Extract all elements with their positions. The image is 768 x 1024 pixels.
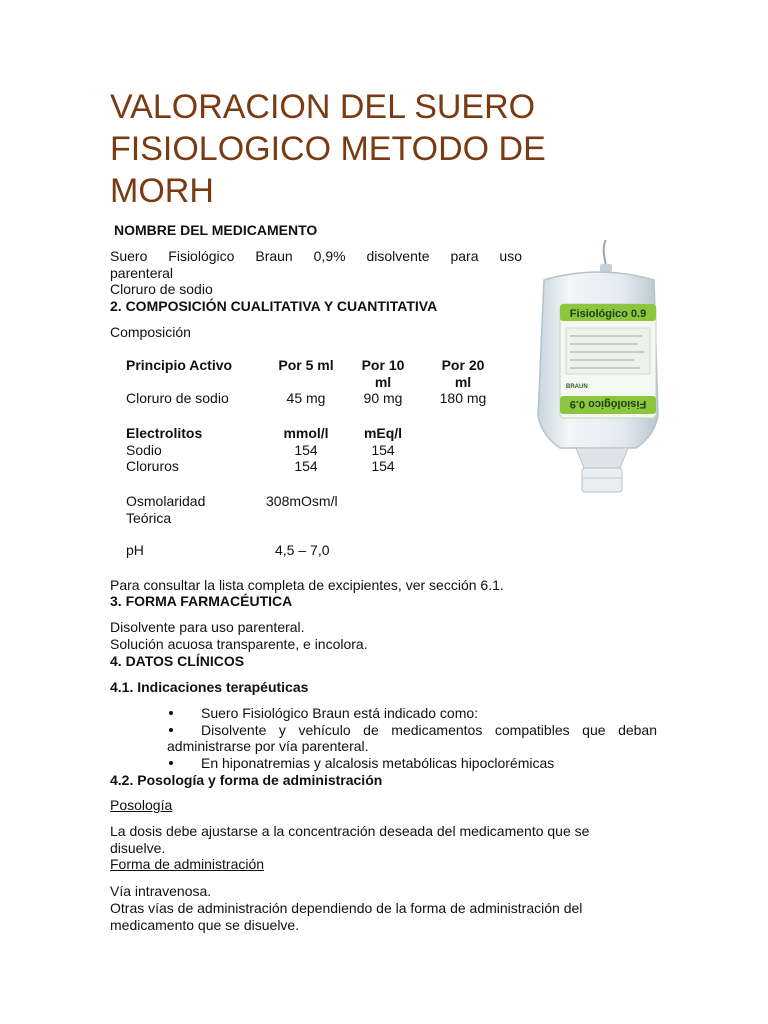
administration-text-1: Vía intravenosa.: [110, 883, 212, 899]
section-medicine-name-heading: NOMBRE DEL MEDICAMENTO: [114, 222, 318, 238]
list-item: En hiponatremias y alcalosis metabólicas hipoclorémicas: [201, 755, 657, 772]
cell-sodium-meq: 154: [371, 441, 395, 458]
bag-label: Fisiológico 0.9: [569, 308, 647, 320]
administration-subheading: Forma de administración: [110, 856, 265, 872]
posology-subheading: Posología: [110, 797, 173, 813]
table-row: [126, 458, 420, 475]
bullet-icon: [169, 761, 173, 765]
excipients-note: Para consultar la lista completa de excipientes, ver sección 6.1.: [110, 577, 504, 593]
list-item: Disolvente y vehículo de medicamentos compatibles que deban: [201, 722, 657, 739]
ph-label: pH: [126, 542, 144, 558]
cell-ingredient: Cloruro de sodio: [126, 390, 229, 406]
indications-heading: 4.1. Indicaciones terapéuticas: [110, 679, 309, 695]
col-header-10ml: Por 10 ml: [361, 357, 405, 390]
bullet-icon: [169, 711, 173, 715]
section-clinical-data-heading: 4. DATOS CLÍNICOS: [110, 653, 245, 669]
cell-5ml: 45 mg: [286, 390, 326, 406]
osmolarity-label: Osmolaridad Teórica: [126, 493, 206, 526]
section-pharmaceutical-form-heading: 3. FORMA FARMACÉUTICA: [110, 593, 293, 609]
posology-text-1: La dosis debe ajustarse a la concentración deseada del medicamento que se: [110, 823, 590, 839]
list-item: Suero Fisiológico Braun está indicado como:: [201, 705, 657, 722]
active-ingredient: Cloruro de sodio: [110, 281, 213, 297]
administration-text-3: medicamento que se disuelve.: [110, 917, 300, 933]
col-header-electrolytes: Electrolitos: [126, 425, 203, 441]
iv-bag-image: [530, 236, 666, 498]
cell-10ml: 90 mg: [363, 390, 403, 406]
form-line-1: Disolvente para uso parenteral.: [110, 619, 305, 635]
col-header-mmol: mmol/l: [283, 425, 329, 441]
posology-text-2: disuelve.: [110, 840, 166, 856]
table-row: [126, 390, 506, 407]
form-line-2: Solución acuosa transparente, e incolora.: [110, 636, 368, 652]
bullet-icon: [169, 728, 173, 732]
electrolytes-table: [126, 425, 420, 475]
medicine-name-line: Suero Fisiológico Braun 0,9% disolvente para uso: [110, 248, 522, 264]
col-header-active-principle: Principio Activo: [126, 357, 233, 373]
ph-value: 4,5 – 7,0: [275, 542, 330, 558]
col-header-5ml: Por 5 ml: [278, 357, 334, 373]
composition-label: Composición: [110, 324, 191, 340]
cell-chlorides-mmol: 154: [294, 458, 318, 474]
bag-brand: BRAUN: [566, 384, 588, 390]
administration-text-2: Otras vías de administración dependiendo de la forma de administración del: [110, 900, 583, 916]
cell-chlorides: Cloruros: [126, 458, 179, 474]
medicine-name-line-cont: parenteral: [110, 265, 174, 281]
table-row: [126, 442, 420, 459]
list-item-cont: administrarse por vía parenteral.: [167, 738, 369, 754]
cell-sodium-mmol: 154: [294, 441, 318, 458]
col-header-meq: mEq/l: [363, 425, 403, 441]
cell-20ml: 180 mg: [439, 390, 487, 406]
indications-list: [167, 705, 657, 771]
document-title: VALORACION DEL SUERO FISIOLOGICO METODO DE MORH: [110, 88, 546, 210]
section-composition-heading: 2. COMPOSICIÓN CUALITATIVA Y CUANTITATIVA: [110, 298, 438, 314]
posology-heading: 4.2. Posología y forma de administración: [110, 772, 383, 788]
hanger-hole-icon: [600, 264, 612, 272]
osmolarity-value: 308mOsm/l: [266, 493, 338, 509]
bag-port-icon: [582, 468, 622, 492]
col-header-20ml: Por 20 ml: [441, 357, 485, 390]
cell-sodium: Sodio: [126, 441, 162, 458]
bag-label-flipped: Fisiológico 0.9: [569, 398, 647, 410]
cell-chlorides-meq: 154: [371, 458, 395, 474]
composition-table: [126, 357, 506, 407]
